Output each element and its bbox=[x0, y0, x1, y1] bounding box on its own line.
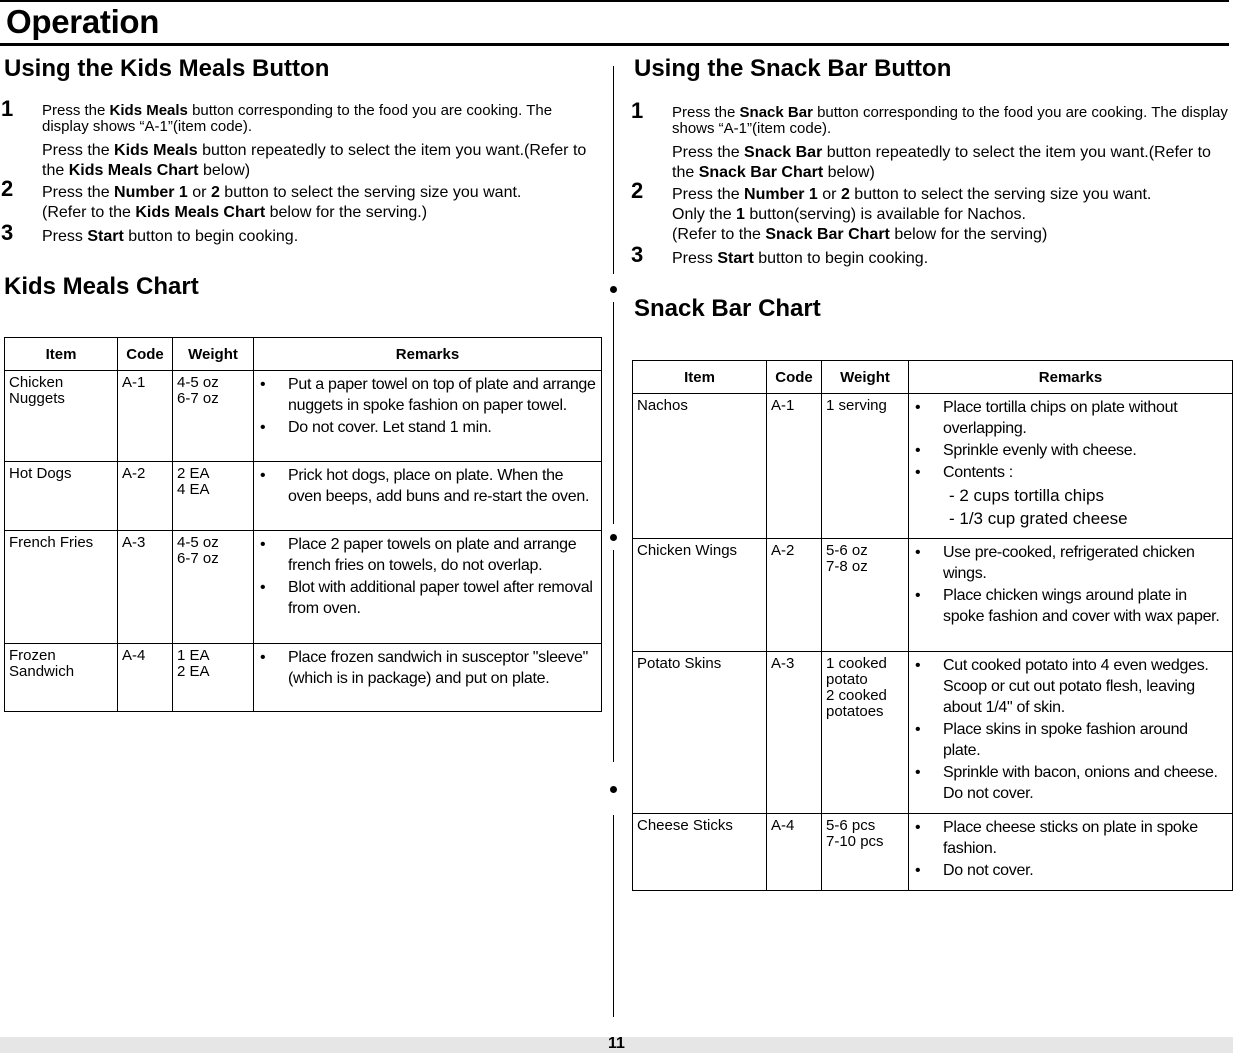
top-rule bbox=[0, 0, 1229, 2]
cell-item: Potato Skins bbox=[633, 652, 767, 814]
page-footer bbox=[0, 1037, 1233, 1053]
cell-code: A-3 bbox=[767, 652, 822, 814]
kids-step-3: 3 Press Start button to begin cooking. bbox=[1, 220, 299, 245]
cell-code: A-1 bbox=[767, 394, 822, 539]
step-number: 1 bbox=[1, 96, 14, 121]
table-row bbox=[5, 371, 602, 462]
snack-step-1: 1 Press the Snack Bar button corresponding to the food you are cooking. The display shows “A-1”(item code). Press the Snack Bar button repeatedly to select the item you want.(Refer to the Snack Bar Chart below) bbox=[631, 98, 1228, 181]
snack-bar-section bbox=[631, 55, 1233, 879]
cell-remarks: • Use pre-cooked, refrigerated chicken wings. • Place chicken wings around plate in spoke fashion and cover with wax paper. bbox=[909, 539, 1233, 652]
table-row bbox=[633, 652, 1233, 814]
cell-item: Cheese Sticks bbox=[633, 814, 767, 891]
col-weight: Weight bbox=[173, 338, 254, 371]
table-row bbox=[5, 531, 602, 644]
cell-code: A-1 bbox=[118, 371, 173, 462]
kids-step-1: 1 Press the Kids Meals button corresponding to the food you are cooking. The display shows “A-1”(item code). Press the Kids Meals button repeatedly to select the item you want.(Refer to the Kids Meals Chart below) bbox=[1, 96, 587, 179]
col-item: Item bbox=[5, 338, 118, 371]
cell-code: A-3 bbox=[118, 531, 173, 644]
column-divider bbox=[613, 550, 614, 762]
column-divider bbox=[613, 815, 614, 1017]
step-number: 2 bbox=[631, 178, 644, 203]
col-code: Code bbox=[767, 361, 822, 394]
kids-steps bbox=[1, 96, 598, 247]
step-number: 3 bbox=[631, 242, 644, 267]
table-header-row bbox=[5, 338, 602, 371]
cell-code: A-2 bbox=[118, 462, 173, 531]
snack-steps bbox=[631, 98, 1233, 269]
cell-item: Chicken Wings bbox=[633, 539, 767, 652]
cell-remarks: • Put a paper towel on top of plate and arrange nuggets in spoke fashion on paper towel. • Do not cover. Let stand 1 min. bbox=[254, 371, 602, 462]
cell-item: Frozen Sandwich bbox=[5, 644, 118, 712]
col-item: Item bbox=[633, 361, 767, 394]
cell-remarks: • Place 2 paper towels on plate and arrange french fries on towels, do not overlap. • Blot with additional paper towel after removal from oven. bbox=[254, 531, 602, 644]
title-rule bbox=[0, 43, 1229, 46]
cell-code: A-2 bbox=[767, 539, 822, 652]
cell-remarks: • Cut cooked potato into 4 even wedges. Scoop or cut out potato flesh, leaving about 1/4" of skin. • Place skins in spoke fashion around plate. • Sprinkle with bacon, onions and cheese. Do not cover. bbox=[909, 652, 1233, 814]
snack-bar-heading: Using the Snack Bar Button bbox=[634, 55, 952, 82]
table-row bbox=[5, 462, 602, 531]
table-row bbox=[633, 394, 1233, 539]
table-row bbox=[5, 644, 602, 712]
cell-item: Hot Dogs bbox=[5, 462, 118, 531]
kids-chart-title: Kids Meals Chart bbox=[4, 273, 199, 300]
kids-step-2: 2 Press the Number 1 or 2 button to select the serving size you want. (Refer to the Kids Meals Chart below for the serving.) bbox=[1, 176, 522, 221]
cell-code: A-4 bbox=[118, 644, 173, 712]
kids-meals-chart bbox=[4, 337, 602, 712]
divider-dot bbox=[610, 286, 617, 293]
cell-weight: 4-5 oz 6-7 oz bbox=[173, 531, 254, 644]
kids-meals-section bbox=[1, 55, 598, 687]
contents-list: - 2 cups tortilla chips - 1/3 cup grated cheese bbox=[949, 486, 1128, 528]
cell-item: French Fries bbox=[5, 531, 118, 644]
step-number: 2 bbox=[1, 176, 14, 201]
col-remarks: Remarks bbox=[254, 338, 602, 371]
kids-meals-heading: Using the Kids Meals Button bbox=[4, 55, 330, 82]
cell-weight: 5-6 oz 7-8 oz bbox=[822, 539, 909, 652]
step-number: 3 bbox=[1, 220, 14, 245]
table-header-row bbox=[633, 361, 1233, 394]
cell-item: Chicken Nuggets bbox=[5, 371, 118, 462]
cell-remarks: • Place cheese sticks on plate in spoke fashion. • Do not cover. bbox=[909, 814, 1233, 891]
col-weight: Weight bbox=[822, 361, 909, 394]
column-divider bbox=[613, 302, 614, 524]
cell-remarks: • Place tortilla chips on plate without overlapping. • Sprinkle evenly with cheese. • Contents : - 2 cups tortilla chips - 1/3 cup grated cheese bbox=[909, 394, 1233, 539]
table-row bbox=[633, 539, 1233, 652]
snack-step-3: 3 Press Start button to begin cooking. bbox=[631, 242, 929, 267]
snack-bar-chart bbox=[632, 360, 1233, 891]
cell-code: A-4 bbox=[767, 814, 822, 891]
divider-dot bbox=[610, 786, 617, 793]
divider-dot bbox=[610, 534, 617, 541]
cell-weight: 2 EA 4 EA bbox=[173, 462, 254, 531]
page-number: 11 bbox=[608, 1035, 625, 1052]
snack-chart-title: Snack Bar Chart bbox=[634, 295, 821, 322]
cell-remarks: • Prick hot dogs, place on plate. When the oven beeps, add buns and re-start the oven. bbox=[254, 462, 602, 531]
column-divider bbox=[613, 66, 614, 274]
page-title: Operation bbox=[6, 3, 160, 40]
cell-remarks: • Place frozen sandwich in susceptor "sleeve" (which is in package) and put on plate. bbox=[254, 644, 602, 712]
col-code: Code bbox=[118, 338, 173, 371]
col-remarks: Remarks bbox=[909, 361, 1233, 394]
step-number: 1 bbox=[631, 98, 644, 123]
cell-weight: 1 cooked potato 2 cooked potatoes bbox=[822, 652, 909, 814]
snack-step-2: 2 Press the Number 1 or 2 button to select the serving size you want. Only the 1 button(serving) is available for Nachos. (Refer to the Snack Bar Chart below for the serving) bbox=[631, 178, 1152, 243]
cell-item: Nachos bbox=[633, 394, 767, 539]
cell-weight: 1 EA 2 EA bbox=[173, 644, 254, 712]
table-row bbox=[633, 814, 1233, 891]
cell-weight: 5-6 pcs 7-10 pcs bbox=[822, 814, 909, 891]
cell-weight: 1 serving bbox=[822, 394, 909, 539]
cell-weight: 4-5 oz 6-7 oz bbox=[173, 371, 254, 462]
